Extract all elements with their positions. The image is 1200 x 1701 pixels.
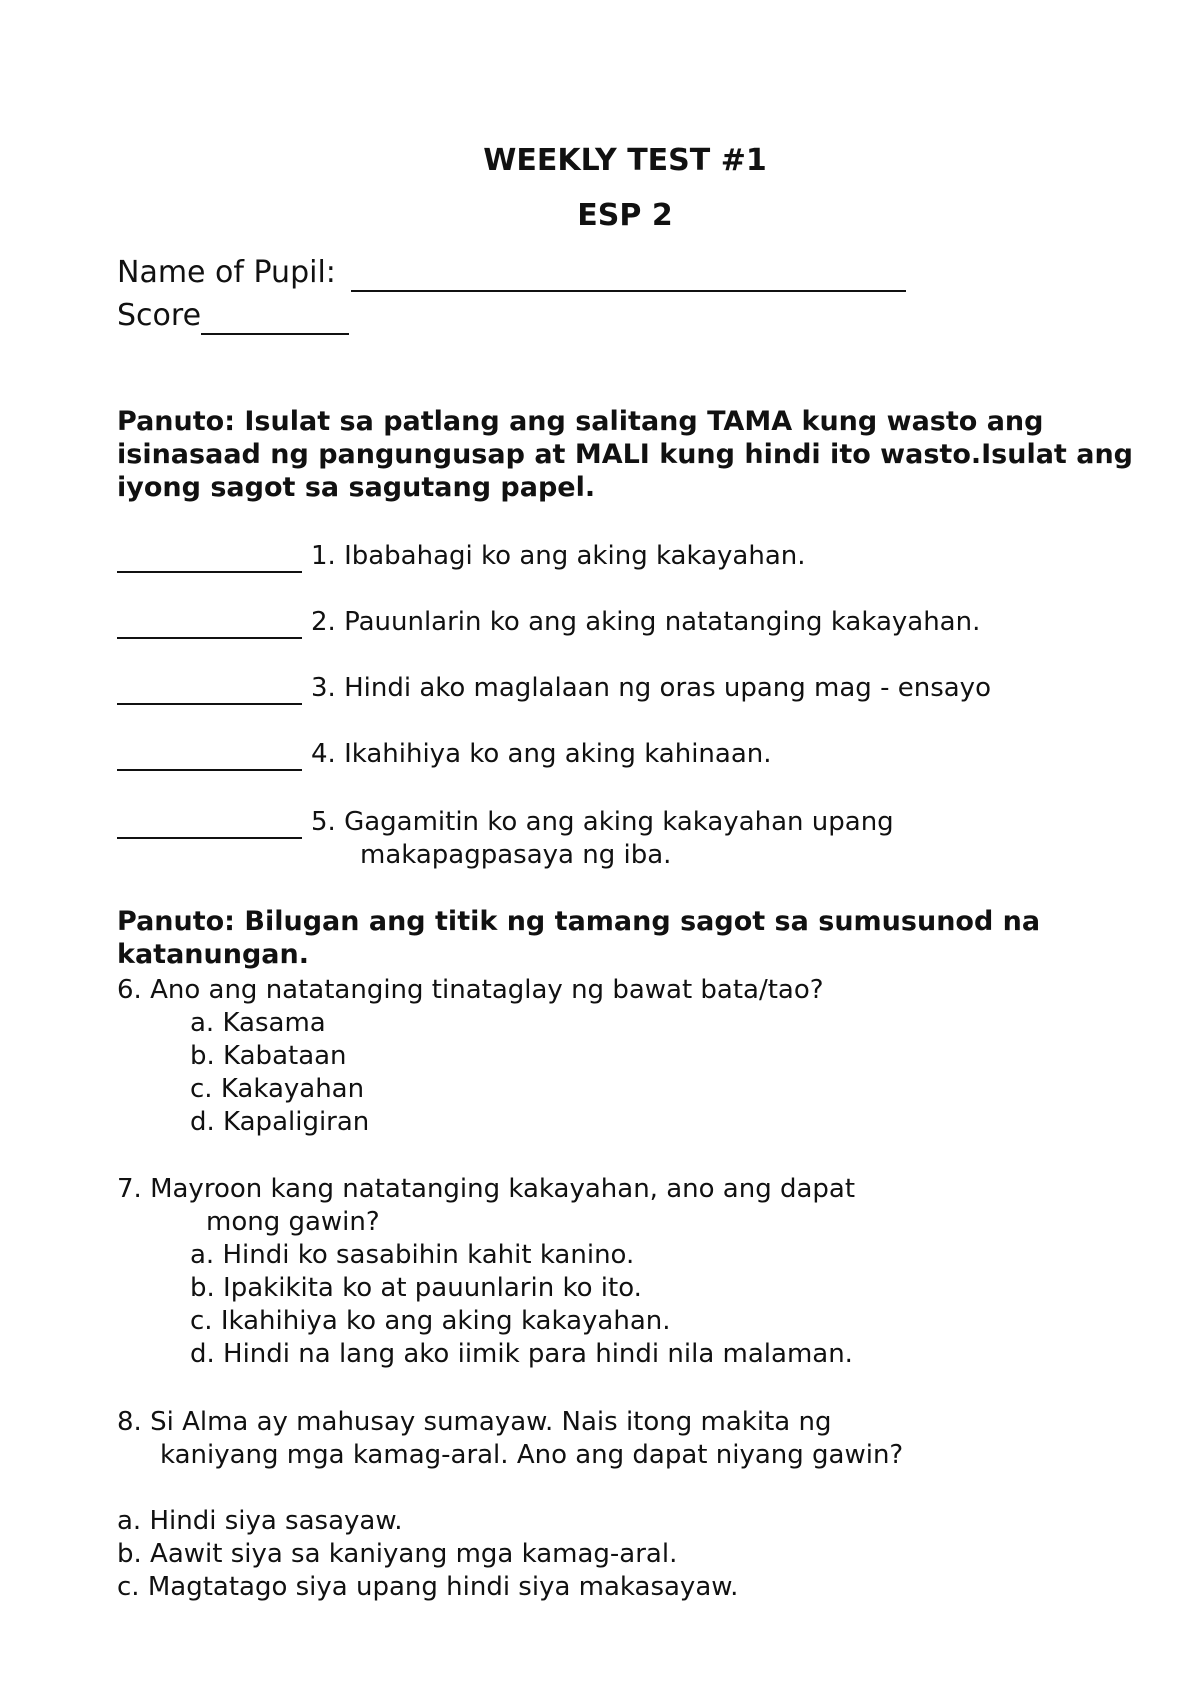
test-title: WEEKLY TEST #1 — [483, 143, 767, 178]
option-item[interactable]: b. Aawit siya sa kaniyang mga kamag-aral. — [117, 1539, 678, 1569]
tf-item-text: 1. Ibabahagi ko ang aking kakayahan. — [311, 541, 806, 571]
answer-blank[interactable] — [117, 541, 302, 573]
option-item[interactable]: c. Ikahihiya ko ang aking kakayahan. — [190, 1306, 671, 1336]
option-item[interactable]: c. Magtatago siya upang hindi siya makasayaw. — [117, 1572, 739, 1602]
tf-item-continuation: makapagpasaya ng iba. — [360, 840, 672, 870]
answer-blank[interactable] — [117, 673, 302, 705]
part1-directions — [117, 405, 1137, 504]
option-item[interactable]: a. Kasama — [190, 1008, 326, 1038]
question-7-continuation: mong gawin? — [206, 1207, 380, 1237]
name-label: Name of Pupil: — [117, 255, 336, 290]
score-label: Score — [117, 298, 202, 333]
tf-item — [117, 673, 991, 705]
score-field — [117, 298, 349, 335]
name-blank[interactable] — [351, 255, 906, 292]
part2-directions: Panuto: Bilugan ang titik ng tamang sagot sa sumusunod na katanungan. — [117, 906, 1041, 970]
tf-item-text: 5. Gagamitin ko ang aking kakayahan upang — [311, 807, 894, 837]
tf-item-text: 4. Ikahihiya ko ang aking kahinaan. — [311, 739, 772, 769]
tf-item-text: 2. Pauunlarin ko ang aking natatanging kakayahan. — [311, 607, 981, 637]
option-item[interactable]: b. Kabataan — [190, 1041, 347, 1071]
answer-blank[interactable] — [117, 807, 302, 839]
option-item[interactable]: d. Kapaligiran — [190, 1107, 370, 1137]
tf-item-text: 3. Hindi ako maglalaan ng oras upang mag - ensayo — [311, 673, 991, 703]
question-8: 8. Si Alma ay mahusay sumayaw. Nais itong makita ng — [117, 1407, 832, 1437]
option-item[interactable]: a. Hindi ko sasabihin kahit kanino. — [190, 1240, 635, 1270]
tf-item — [117, 541, 806, 573]
option-item[interactable]: a. Hindi siya sasayaw. — [117, 1506, 403, 1536]
score-blank[interactable] — [201, 298, 349, 335]
question-6: 6. Ano ang natatanging tinataglay ng bawat bata/tao? — [117, 975, 824, 1005]
option-item[interactable]: c. Kakayahan — [190, 1074, 365, 1104]
tf-item — [117, 807, 894, 839]
answer-blank[interactable] — [117, 739, 302, 771]
option-item[interactable]: b. Ipakikita ko at pauunlarin ko ito. — [190, 1273, 642, 1303]
directions-text: : Isulat sa patlang ang salitang TAMA kung wasto ang isinasaad ng pangungusap at MALI kung hindi ito wasto.Isulat ang iyong sagot sa sagutang papel. — [117, 406, 1134, 503]
question-7: 7. Mayroon kang natatanging kakayahan, ano ang dapat — [117, 1174, 856, 1204]
tf-item — [117, 607, 980, 639]
answer-blank[interactable] — [117, 607, 302, 639]
option-item[interactable]: d. Hindi na lang ako iimik para hindi nila malaman. — [190, 1339, 853, 1369]
subject-title: ESP 2 — [577, 198, 673, 233]
directions-label: Panuto — [117, 406, 225, 437]
tf-item — [117, 739, 772, 771]
question-8-continuation: kaniyang mga kamag-aral. Ano ang dapat niyang gawin? — [160, 1440, 904, 1470]
name-field — [117, 255, 906, 292]
